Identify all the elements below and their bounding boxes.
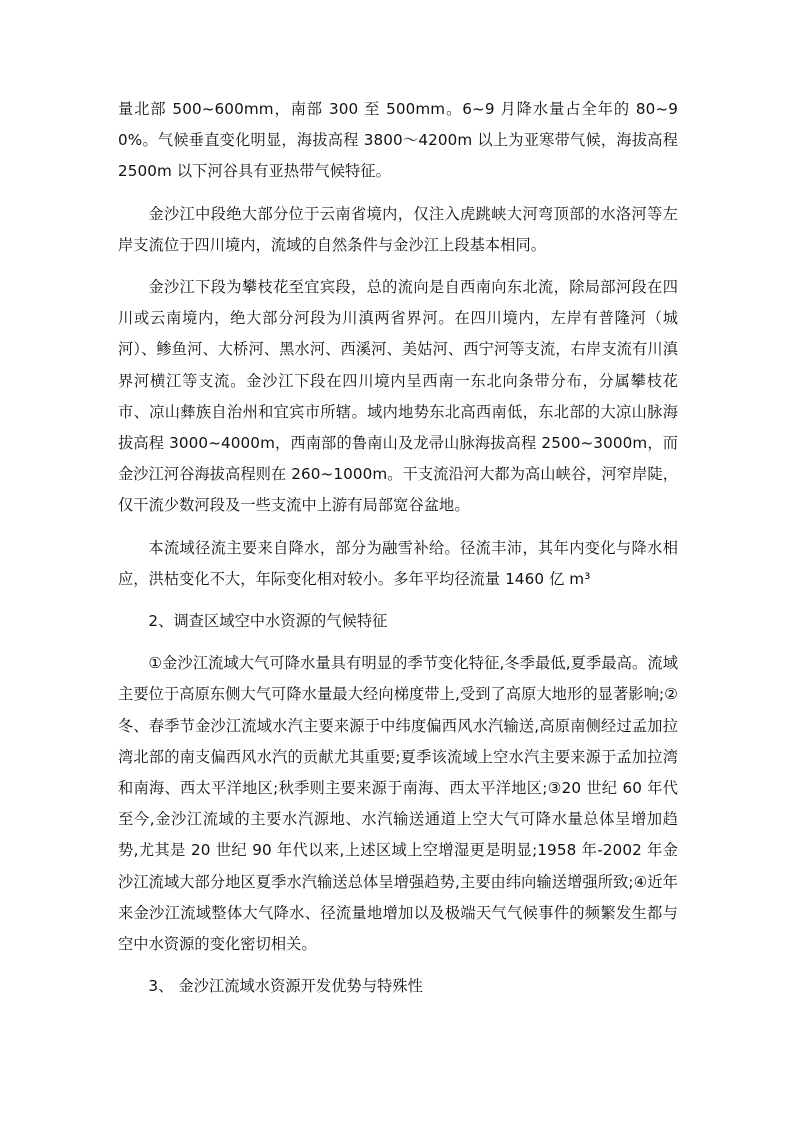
paragraph-lower-section: 金沙江下段为攀枝花至宜宾段，总的流向是自西南向东北流，除局部河段在四川或云南境内，绝大部分河段为川滇两省界河。在四川境内，左岸有普隆河（城河）、鲹鱼河、大桥河、黑水河、西溪河、美姑河、西宁河等支流，右岸支流有川滇界河横江等支流。金沙江下段在四川境内呈西南一东北向条带分布，分属攀枝花市、凉山彝族自治州和宜宾市所辖。域内地势东北高西南低，东北部的大凉山脉海拔高程 3000~4000m，西南部的鲁南山及龙帚山脉海拔高程 2500~3000m，而金沙江河谷海拔高程则在 260~1000m。干支流沿河大都为高山峡谷，河窄岸陡，仅干流少数河段及一些支流中上游有局部宽谷盆地。 xyxy=(118,278,678,515)
paragraph-runoff: 本流域径流主要来自降水，部分为融雪补给。径流丰沛，其年内变化与降水相应，洪枯变化不大，年际变化相对较小。多年平均径流量 1460 亿 m³ xyxy=(118,538,678,588)
paragraph-climate-continuation: 量北部 500~600mm，南部 300 至 500mm。6~9 月降水量占全年的 80~90%。气候垂直变化明显，海拔高程 3800～4200m 以上为亚寒带气候，海拔高程 2500m 以下河谷具有亚热带气候特征。 xyxy=(118,100,678,181)
document-body xyxy=(118,94,678,1013)
section-heading-2: 2、调查区域空中水资源的气候特征 xyxy=(148,612,388,631)
paragraph-middle-section: 金沙江中段绝大部分位于云南省境内，仅注入虎跳峡大河弯顶部的水洛河等左岸支流位于四川境内，流域的自然条件与金沙江上段基本相同。 xyxy=(118,204,678,254)
section-heading-3: 3、 金沙江流域水资源开发优势与特殊性 xyxy=(148,977,423,996)
paragraph-air-water-resources: ①金沙江流域大气可降水量具有明显的季节变化特征,冬季最低,夏季最高。流域主要位于高原东侧大气可降水量最大经向梯度带上,受到了高原大地形的显著影响;②冬、春季节金沙江流域水汽主要来源于中纬度偏西风水汽输送,高原南侧经过孟加拉湾北部的南支偏西风水汽的贡献尤其重要;夏季该流域上空水汽主要来源于孟加拉湾和南海、西太平洋地区;秋季则主要来源于南海、西太平洋地区;③20 世纪 60 年代至今,金沙江流域的主要水汽源地、水汽输送通道上空大气可降水量总体呈增加趋势,尤其是 20 世纪 90 年代以来,上述区域上空增湿更是明显;1958 年-2002 年金沙江流域大部分地区夏季水汽输送总体呈增强趋势,主要由纬向输送增强所致;④近年来金沙江流域整体大气降水、径流量地增加以及极端天气气候事件的频繁发生都与空中水资源的变化密切相关。 xyxy=(118,654,678,954)
